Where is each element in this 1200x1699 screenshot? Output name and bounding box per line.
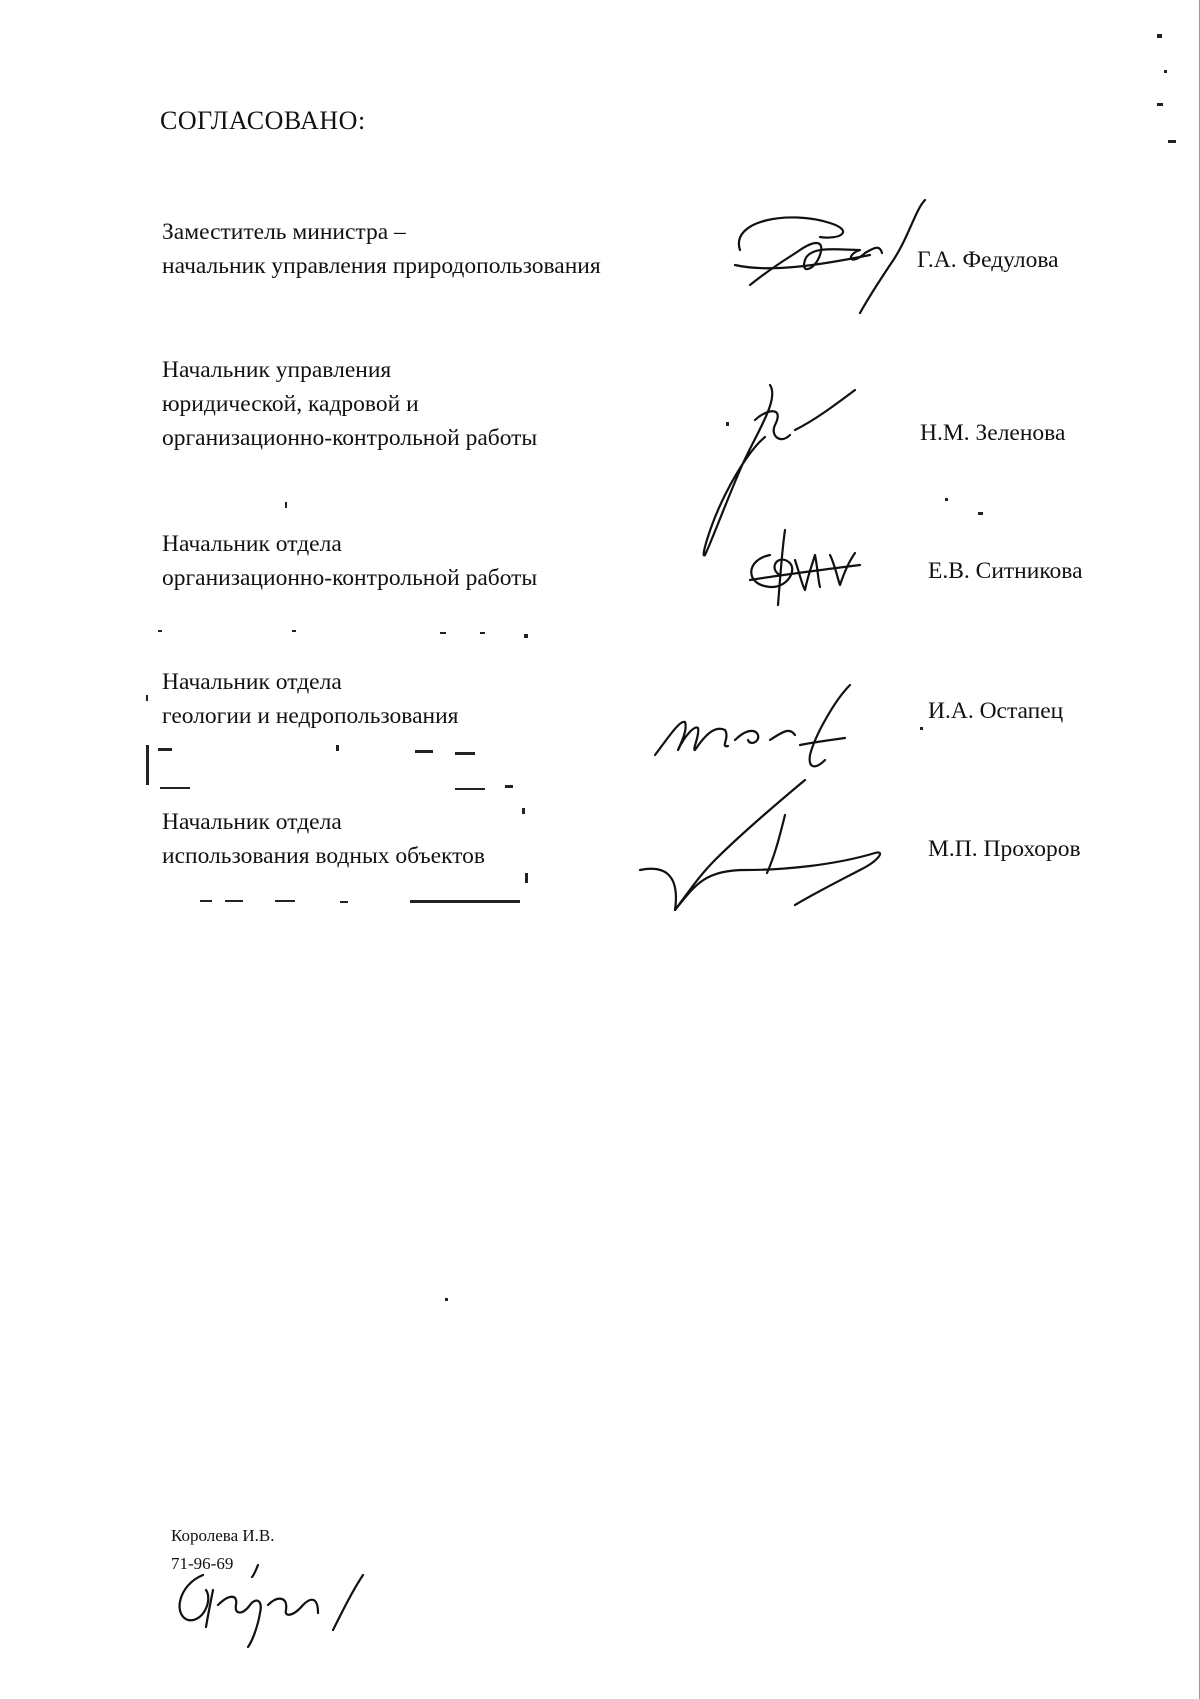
position-line: Начальник отдела	[162, 669, 342, 695]
scan-speck	[340, 901, 348, 903]
scan-speck	[146, 745, 149, 785]
approver-1-name: Г.А. Федулова	[917, 247, 1059, 273]
signature-sitnikova	[740, 525, 870, 610]
scan-speck	[455, 752, 475, 755]
scan-speck	[160, 787, 190, 789]
scan-speck	[146, 695, 148, 701]
position-line: геологии и недропользования	[162, 703, 459, 729]
signature-koroleva	[168, 1555, 368, 1650]
scan-speck	[524, 634, 528, 638]
approver-4-name: И.А. Остапец	[928, 698, 1064, 724]
scan-speck	[455, 788, 485, 790]
scan-speck	[522, 808, 525, 814]
position-line: юридической, кадровой и	[162, 391, 419, 417]
approver-1-position	[162, 215, 601, 283]
scan-speck	[445, 1298, 448, 1301]
approver-3-name: Е.В. Ситникова	[928, 558, 1083, 584]
scan-speck	[920, 727, 923, 730]
approver-2-position	[162, 353, 537, 455]
signature-prokhorov	[635, 775, 890, 915]
scan-speck	[158, 630, 162, 632]
approver-4-position	[162, 665, 458, 733]
scan-speck	[1157, 103, 1163, 106]
signature-fedulova	[730, 195, 930, 320]
position-line: Начальник отдела	[162, 531, 342, 557]
scan-speck	[726, 422, 729, 426]
scan-speck	[480, 632, 485, 634]
scan-speck	[200, 900, 212, 902]
scan-speck	[945, 498, 948, 501]
scan-speck	[505, 785, 513, 788]
position-line: Начальник отдела	[162, 809, 342, 835]
scan-speck	[410, 900, 520, 903]
approval-heading: СОГЛАСОВАНО:	[160, 106, 366, 135]
scan-speck	[292, 630, 296, 632]
scan-speck	[525, 873, 528, 883]
scan-speck	[336, 745, 339, 751]
position-line: Начальник управления	[162, 357, 392, 383]
position-line: организационно-контрольной работы	[162, 565, 538, 591]
scan-speck	[440, 632, 446, 634]
scan-speck	[415, 750, 433, 753]
scan-speck	[225, 900, 243, 902]
executor-phone: 71-96-69	[171, 1554, 234, 1573]
scan-speck	[1157, 34, 1162, 38]
scan-speck	[1164, 70, 1167, 73]
signature-ostapets	[650, 680, 860, 780]
scan-speck	[275, 900, 295, 902]
approver-3-position	[162, 527, 537, 595]
approver-5-name: М.П. Прохоров	[928, 836, 1081, 862]
scan-speck	[1168, 140, 1176, 143]
position-line: начальник управления природопользования	[162, 253, 601, 279]
position-line: организационно-контрольной работы	[162, 425, 538, 451]
approver-5-position	[162, 805, 485, 873]
position-line: Заместитель министра –	[162, 219, 406, 245]
scan-speck	[285, 502, 287, 508]
scan-speck	[978, 512, 983, 515]
executor-name: Королева И.В.	[171, 1526, 275, 1545]
approver-2-name: Н.М. Зеленова	[920, 420, 1066, 446]
position-line: использования водных объектов	[162, 843, 485, 869]
scan-speck	[158, 748, 172, 751]
